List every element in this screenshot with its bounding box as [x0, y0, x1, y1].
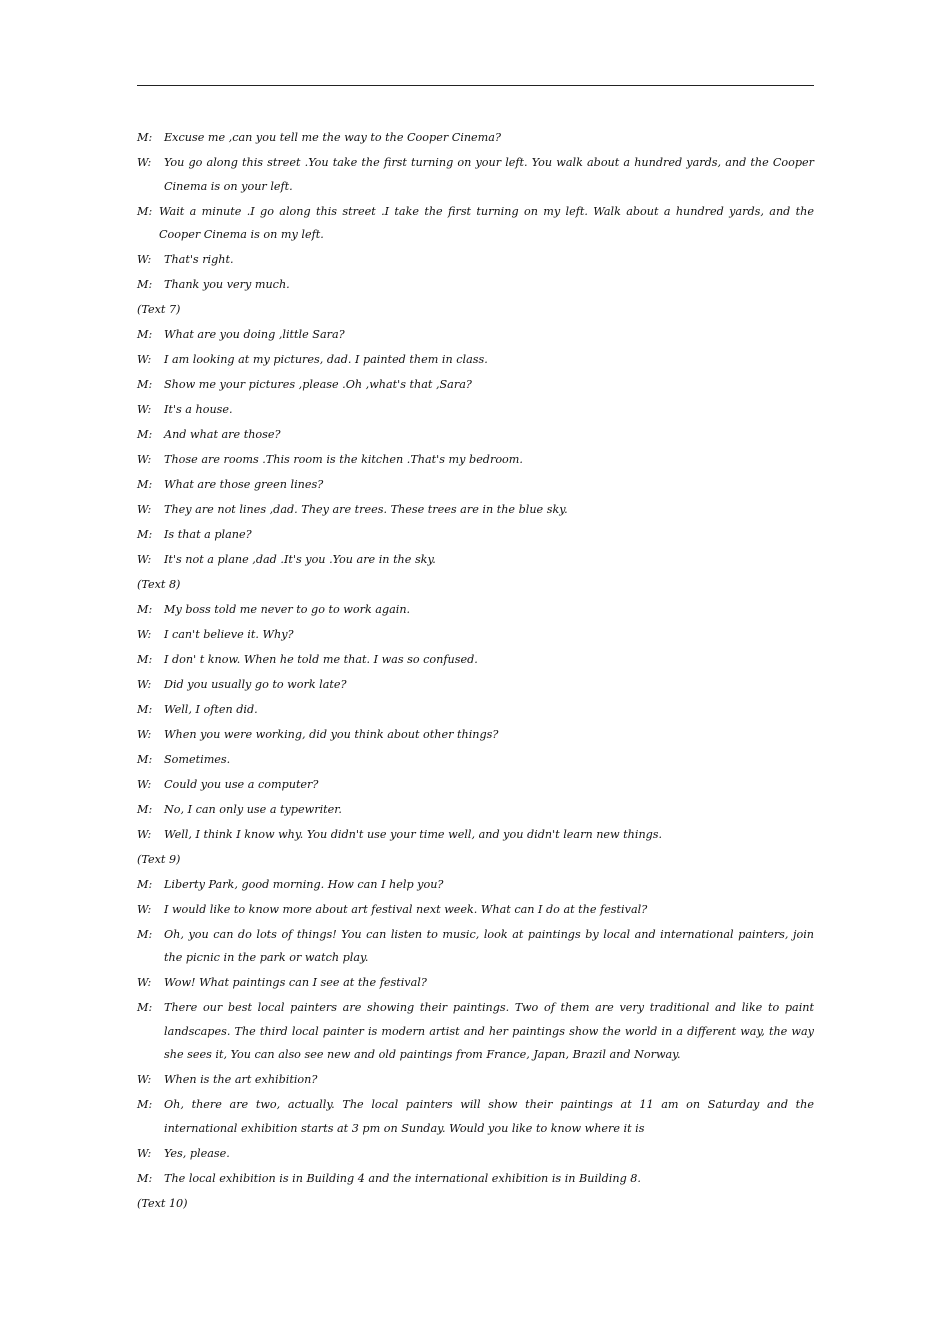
- speaker-label: W:: [137, 1147, 152, 1161]
- speaker-label: M:: [137, 378, 153, 392]
- dialogue-line: [137, 1142, 814, 1166]
- dialogue-line: [137, 898, 814, 922]
- utterance-text: When you were working, did you think about other things?: [164, 727, 499, 741]
- speaker-label: M:: [137, 278, 153, 292]
- utterance-text: I can't believe it. Why?: [164, 627, 294, 641]
- utterance-text: Yes, please.: [164, 1147, 230, 1161]
- utterance-text: Thank you very much.: [164, 278, 290, 292]
- speaker-label: M:: [137, 652, 153, 666]
- speaker-label: M:: [137, 602, 153, 616]
- utterance-text: Wow! What paintings can I see at the festival?: [164, 976, 427, 990]
- speaker-label: M:: [137, 131, 153, 144]
- dialogue-line: [137, 448, 814, 472]
- speaker-label: W:: [137, 353, 152, 367]
- speaker-label: M:: [137, 927, 153, 941]
- speaker-label: W:: [137, 902, 152, 916]
- utterance-text: Sometimes.: [164, 752, 231, 766]
- speaker-label: W:: [137, 453, 152, 467]
- speaker-label: W:: [137, 1073, 152, 1087]
- dialogue-line: [137, 823, 814, 847]
- dialogue-transcript: [137, 126, 814, 1217]
- utterance-text: I don' t know. When he told me that. I was so confused.: [164, 652, 478, 666]
- dialogue-line: [137, 598, 814, 622]
- utterance-text: There our best local painters are showing their paintings. Two of them are very traditional and like to paint landscapes. The third local painter is modern artist and her paintings show the world in a different way, the way she sees it, You can also see new and old paintings from France, Japan, Brazil and Norway.: [164, 1001, 814, 1062]
- dialogue-line: [137, 348, 814, 372]
- dialogue-line: [137, 273, 814, 297]
- utterance-text: Oh, you can do lots of things! You can listen to music, look at paintings by local and international painters, join the picnic in the park or watch play.: [164, 927, 814, 965]
- utterance-text: Oh, there are two, actually. The local painters will show their paintings at 11 am on Saturday and the international exhibition starts at 3 pm on Sunday. Would you like to know where it is: [164, 1098, 814, 1136]
- utterance-text: That's right.: [164, 253, 234, 267]
- speaker-label: W:: [137, 827, 152, 841]
- dialogue-line: [137, 523, 814, 547]
- speaker-label: M:: [137, 527, 153, 541]
- section-heading: (Text 10): [137, 1196, 188, 1210]
- dialogue-line: [137, 548, 814, 572]
- dialogue-line: [137, 648, 814, 672]
- speaker-label: M:: [137, 1172, 153, 1185]
- dialogue-line: [137, 923, 814, 970]
- dialogue-line: [137, 473, 814, 497]
- utterance-text: No, I can only use a typewriter.: [164, 802, 342, 816]
- utterance-text: They are not lines ,dad. They are trees. These trees are in the blue sky.: [164, 502, 568, 516]
- dialogue-line: [137, 748, 814, 772]
- speaker-label: M:: [137, 428, 153, 442]
- utterance-text: Did you usually go to work late?: [164, 677, 347, 691]
- speaker-label: M:: [137, 478, 153, 491]
- utterance-text: Show me your pictures ,please .Oh ,what's that ,Sara?: [164, 378, 472, 392]
- utterance-text: You go along this street .You take the first turning on your left. You walk about a hundred yards, and the Cooper Cinema is on your left.: [164, 155, 814, 193]
- speaker-label: M:: [137, 328, 153, 342]
- utterance-text: Is that a plane?: [164, 527, 252, 541]
- utterance-text: Well, I think I know why. You didn't use your time well, and you didn't learn new things.: [164, 827, 663, 841]
- utterance-text: Liberty Park, good morning. How can I help you?: [164, 877, 444, 891]
- utterance-text: Could you use a computer?: [164, 777, 319, 791]
- utterance-text: Well, I often did.: [164, 702, 258, 716]
- utterance-text: Those are rooms .This room is the kitchen .That's my bedroom.: [164, 453, 523, 467]
- speaker-label: W:: [137, 677, 152, 691]
- speaker-label: M:: [137, 802, 153, 816]
- dialogue-line: [137, 773, 814, 797]
- dialogue-line: [137, 398, 814, 422]
- utterance-text: And what are those?: [164, 428, 281, 442]
- dialogue-line: [137, 126, 814, 150]
- dialogue-line: [137, 248, 814, 272]
- dialogue-line: [137, 971, 814, 995]
- utterance-text: Wait a minute .I go along this street .I take the first turning on my left. Walk about a hundred yards, and the Cooper Cinema is on my left.: [159, 204, 814, 242]
- utterance-text: What are you doing ,little Sara?: [164, 328, 345, 342]
- dialogue-line: [137, 200, 814, 247]
- utterance-text: Excuse me ,can you tell me the way to the Cooper Cinema?: [164, 131, 501, 144]
- utterance-text: It's a house.: [164, 403, 233, 417]
- dialogue-line: [137, 1068, 814, 1092]
- utterance-text: I would like to know more about art festival next week. What can I do at the festival?: [164, 902, 648, 916]
- utterance-text: My boss told me never to go to work again.: [164, 602, 411, 616]
- utterance-text: I am looking at my pictures, dad. I painted them in class.: [164, 353, 488, 367]
- dialogue-line: [137, 996, 814, 1067]
- speaker-label: M:: [137, 877, 153, 891]
- dialogue-line: [137, 498, 814, 522]
- speaker-label: M:: [137, 702, 153, 716]
- dialogue-line: [137, 873, 814, 897]
- dialogue-line: [137, 1093, 814, 1140]
- section-heading: (Text 9): [137, 852, 181, 866]
- speaker-label: W:: [137, 552, 152, 566]
- speaker-label: W:: [137, 777, 152, 791]
- dialogue-line: [137, 798, 814, 822]
- dialogue-line: [137, 1167, 814, 1191]
- utterance-text: What are those green lines?: [164, 478, 324, 491]
- dialogue-line: [137, 723, 814, 747]
- dialogue-line: [137, 673, 814, 697]
- speaker-label: W:: [137, 155, 152, 169]
- header-rule: [137, 85, 814, 86]
- utterance-text: It's not a plane ,dad .It's you .You are in the sky.: [164, 552, 436, 566]
- section-heading: (Text 8): [137, 577, 181, 591]
- dialogue-line: [137, 323, 814, 347]
- speaker-label: M:: [137, 752, 153, 766]
- dialogue-line: [137, 423, 814, 447]
- speaker-label: M:: [137, 204, 153, 218]
- utterance-text: When is the art exhibition?: [164, 1073, 318, 1087]
- dialogue-line: [137, 698, 814, 722]
- speaker-label: W:: [137, 727, 152, 741]
- dialogue-line: [137, 151, 814, 198]
- speaker-label: M:: [137, 1001, 153, 1015]
- utterance-text: The local exhibition is in Building 4 and the international exhibition is in Building 8.: [164, 1172, 641, 1185]
- speaker-label: W:: [137, 627, 152, 641]
- speaker-label: W:: [137, 403, 152, 417]
- speaker-label: W:: [137, 253, 152, 267]
- speaker-label: W:: [137, 502, 152, 516]
- dialogue-line: [137, 623, 814, 647]
- speaker-label: M:: [137, 1098, 153, 1112]
- speaker-label: W:: [137, 976, 152, 990]
- section-heading: (Text 7): [137, 303, 181, 317]
- dialogue-line: [137, 373, 814, 397]
